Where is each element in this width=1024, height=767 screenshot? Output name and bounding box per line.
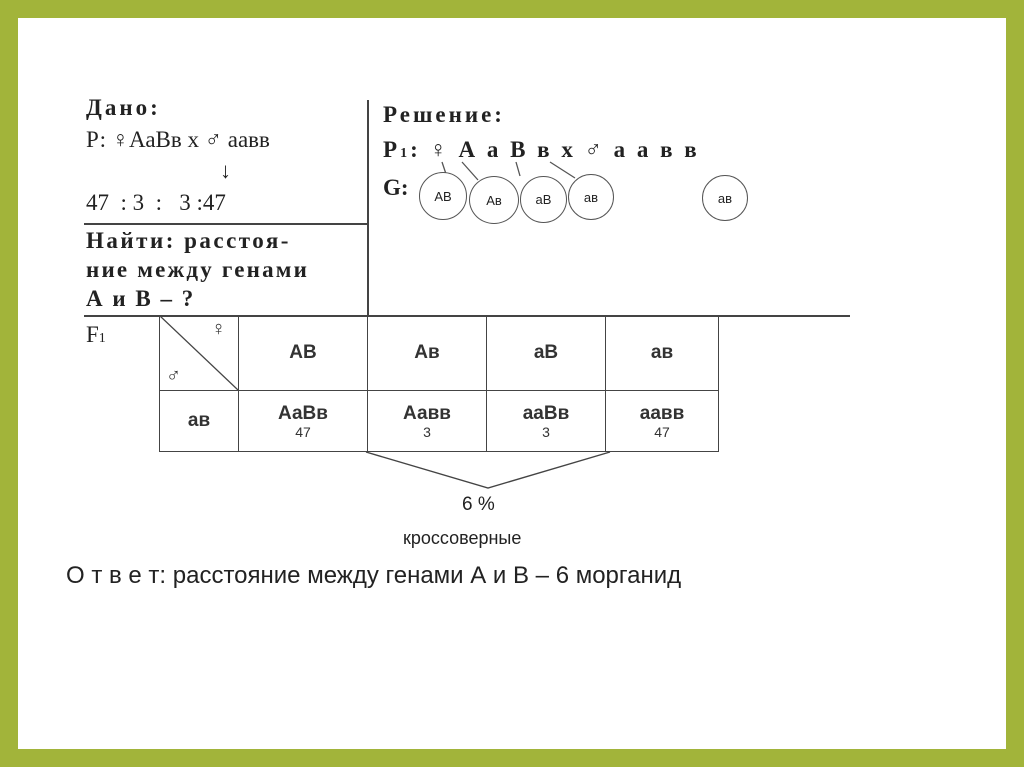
male-symbol-icon: ♂ — [166, 365, 181, 387]
male-gamete-header: ав — [160, 391, 239, 452]
corner-cell — [160, 316, 239, 391]
given-cross: Р: ♀АаВв х ♂ аавв — [86, 127, 270, 152]
find-line-1: Найти: расстоя- — [86, 228, 291, 253]
gamete-circle-AB: АВ — [419, 172, 467, 220]
gametes-label: G: — [383, 175, 409, 200]
answer-text: О т в е т: расстояние между генами А и В – 6 морганид — [66, 562, 682, 589]
given-ratio: 47 : 3 : 3 :47 — [86, 190, 226, 215]
given-find-divider — [84, 223, 367, 225]
gamete-circle-ab: ав — [568, 174, 614, 220]
offspring-cell: ааВв 3 — [487, 391, 606, 452]
down-arrow-icon: ↓ — [220, 158, 231, 183]
solution-cross: Р1: ♀ А а В в х ♂ а а в в — [383, 137, 700, 162]
crossover-label: кроссоверные — [403, 528, 522, 548]
female-gamete-header: АВ — [239, 316, 368, 391]
table-row — [160, 391, 719, 452]
punnett-table — [159, 315, 719, 452]
offspring-cell: аавв 47 — [606, 391, 719, 452]
given-header: Дано: — [86, 95, 161, 120]
female-gamete-header: ав — [606, 316, 719, 391]
find-line-3: А и В – ? — [86, 286, 196, 311]
crossover-bracket — [360, 450, 620, 495]
female-symbol-icon: ♀ — [211, 318, 226, 340]
f1-label: F1 — [86, 322, 106, 347]
solution-header: Решение: — [383, 102, 505, 127]
gamete-circle-Ab: Ав — [469, 176, 519, 224]
female-gamete-header: аВ — [487, 316, 606, 391]
offspring-cell: АаВв 47 — [239, 391, 368, 452]
female-gamete-header: Ав — [368, 316, 487, 391]
offspring-cell: Аавв 3 — [368, 391, 487, 452]
table-header-row — [160, 316, 719, 391]
gamete-circle-aB: аВ — [520, 176, 567, 223]
find-line-2: ние между генами — [86, 257, 310, 282]
crossover-percent: 6 % — [462, 494, 495, 515]
male-gamete-circle-ab: ав — [702, 175, 748, 221]
vertical-divider — [367, 100, 369, 316]
